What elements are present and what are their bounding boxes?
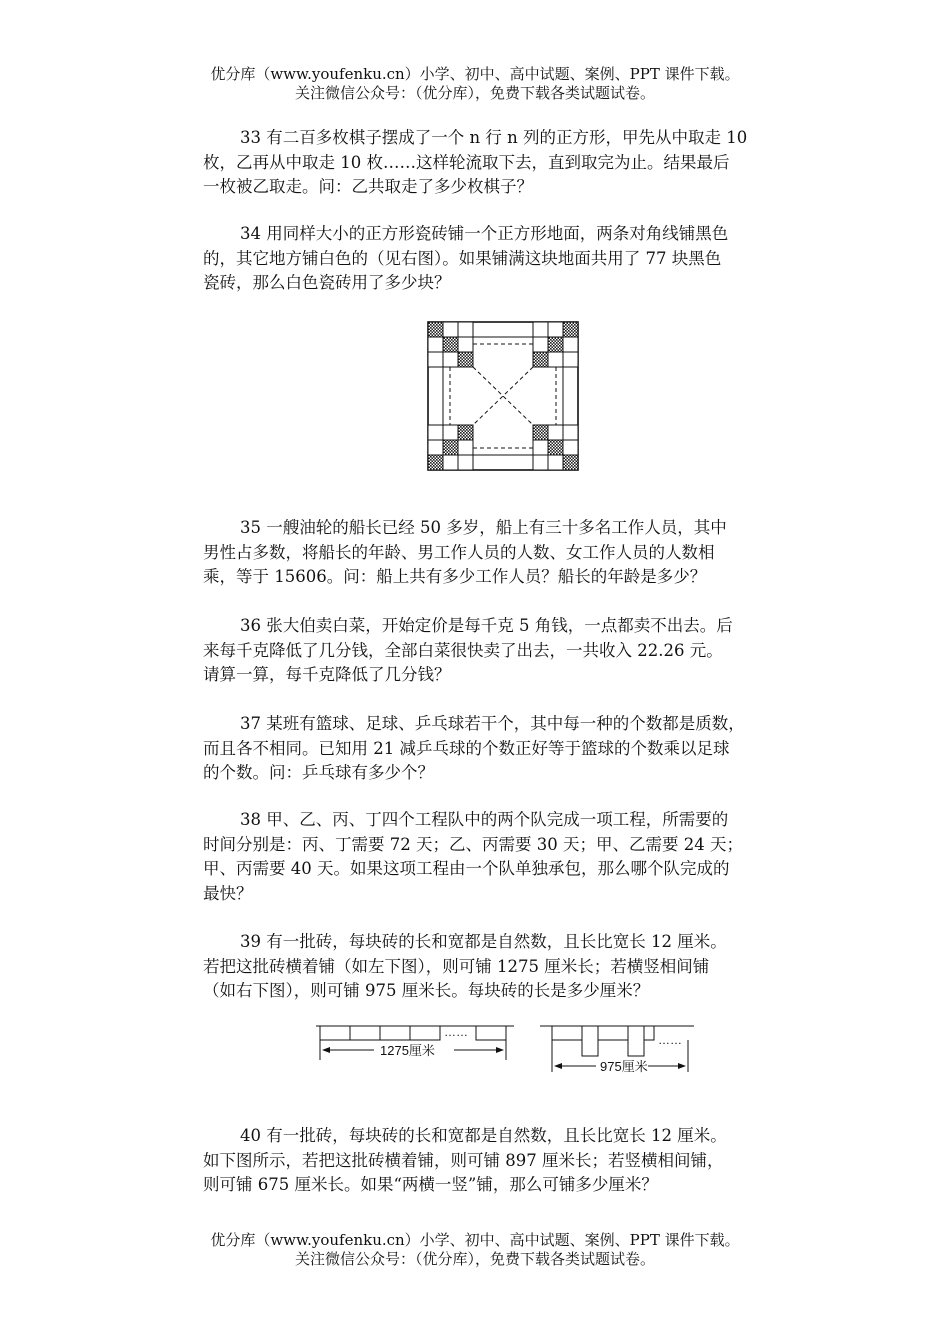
- page-footer: [0, 1231, 950, 1269]
- question-line: 39 有一批砖，每块砖的长和宽都是自然数，且长比宽长 12 厘米。: [240, 932, 727, 951]
- tile-floor-diagram: [424, 318, 584, 474]
- header-line-1: 优分库（www.youfenku.cn）小学、初中、高中试题、案例、PPT 课件下载。: [210, 65, 740, 83]
- question-line: 请算一算，每千克降低了几分钱？: [203, 665, 451, 684]
- brick-left-length-label: 1275厘米: [380, 1043, 435, 1058]
- question-40: [203, 1124, 813, 1198]
- question-line: 乘，等于 15606。问：船上共有多少工作人员？船长的年龄是多少？: [203, 567, 707, 586]
- footer-line-1: 优分库（www.youfenku.cn）小学、初中、高中试题、案例、PPT 课件下载。: [210, 1231, 740, 1249]
- question-line: 35 一艘油轮的船长已经 50 多岁，船上有三十多名工作人员，其中: [240, 518, 727, 537]
- question-line: 37 某班有篮球、足球、乒乓球若干个，其中每一种的个数都是质数，: [240, 714, 745, 733]
- question-line: 而且各不相同。已知用 21 减乒乓球的个数正好等于篮球的个数乘以足球: [203, 738, 730, 758]
- brick-right-dots: ……: [658, 1033, 682, 1047]
- question-line: 时间分别是：丙、丁需要 72 天；乙、丙需要 30 天；甲、乙需要 24 天；: [203, 834, 743, 854]
- corner-tiles-top-right: [533, 322, 578, 367]
- question-line: 男性占多数，将船长的年龄、男工作人员的人数、女工作人员的人数相: [203, 542, 715, 562]
- question-line: 如下图所示，若把这批砖横着铺，则可铺 897 厘米长；若竖横相间铺，: [203, 1150, 724, 1170]
- question-35: [203, 516, 813, 590]
- question-line: 34 用同样大小的正方形瓷砖铺一个正方形地面，两条对角线铺黑色: [240, 224, 729, 243]
- question-33: [203, 126, 813, 200]
- brick-alternating-diagram: [538, 1020, 698, 1078]
- brick-right-length-label: 975厘米: [600, 1059, 648, 1074]
- question-line: 来每千克降低了几分钱，全部白菜很快卖了出去，一共收入 22.26 元。: [203, 640, 723, 660]
- question-line: 若把这批砖横着铺（如左下图），则可铺 1275 厘米长；若横竖相间铺: [203, 956, 710, 976]
- corner-tiles-bottom-left: [428, 425, 473, 470]
- question-line: 的个数。问：乒乓球有多少个？: [203, 763, 434, 782]
- question-39: [203, 930, 813, 1004]
- brick-horizontal-diagram: [314, 1020, 518, 1070]
- question-line: 38 甲、乙、丙、丁四个工程队中的两个队完成一项工程，所需要的: [240, 810, 729, 829]
- footer-line-2: 关注微信公众号：（优分库），免费下载各类试题试卷。: [294, 1250, 655, 1268]
- corner-tiles-top-left: [428, 322, 473, 367]
- question-line: 一枚被乙取走。问：乙共取走了多少枚棋子？: [203, 177, 533, 196]
- question-line: 的，其它地方铺白色的（见右图）。如果铺满这块地面共用了 77 块黑色: [203, 248, 722, 268]
- page-header: [0, 65, 950, 103]
- question-line: 甲、丙需要 40 天。如果这项工程由一个队单独承包，那么哪个队完成的: [203, 859, 730, 878]
- brick-left-dots: ……: [444, 1025, 468, 1039]
- question-line: 40 有一批砖，每块砖的长和宽都是自然数，且长比宽长 12 厘米。: [240, 1126, 727, 1145]
- question-38: [203, 808, 813, 906]
- question-line: （如右下图），则可铺 975 厘米长。每块砖的长是多少厘米？: [203, 981, 650, 1000]
- question-37: [203, 712, 813, 786]
- question-36: [203, 614, 813, 688]
- question-line: 最快？: [203, 883, 253, 903]
- corner-tiles-bottom-right: [533, 425, 578, 470]
- question-34: [203, 222, 813, 296]
- question-line: 枚，乙再从中取走 10 枚……这样轮流取下去，直到取完为止。结果最后: [203, 152, 730, 172]
- question-line: 36 张大伯卖白菜，开始定价是每千克 5 角钱，一点都卖不出去。后: [240, 616, 733, 635]
- header-line-2: 关注微信公众号：（优分库），免费下载各类试题试卷。: [294, 84, 655, 102]
- question-line: 瓷砖，那么白色瓷砖用了多少块？: [203, 273, 451, 292]
- question-line: 则可铺 675 厘米长。如果“两横一竖”铺，那么可铺多少厘米？: [203, 1175, 658, 1194]
- question-line: 33 有二百多枚棋子摆成了一个 n 行 n 列的正方形，甲先从中取走 10: [240, 128, 748, 147]
